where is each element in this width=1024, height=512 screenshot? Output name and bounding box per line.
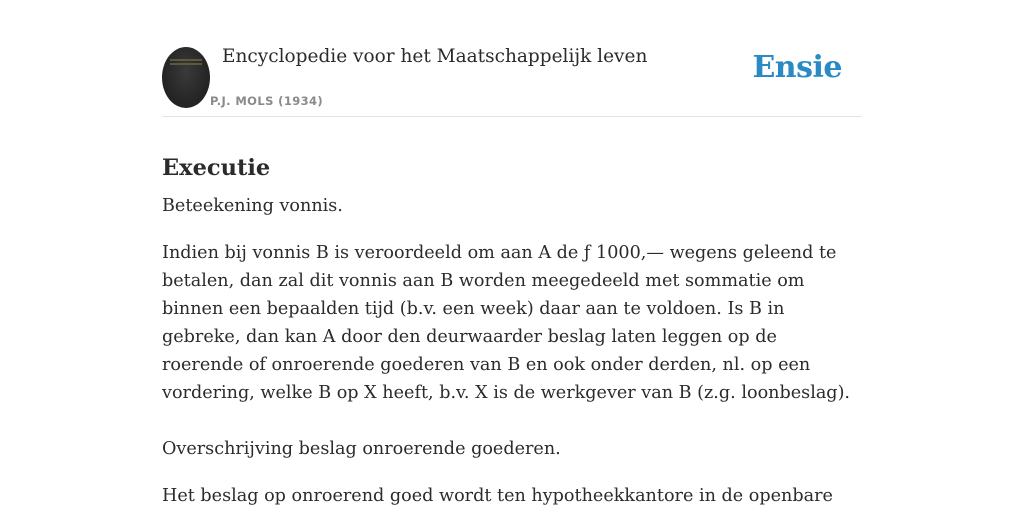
article-subheading: Overschrijving beslag onroerende goederen. bbox=[162, 439, 561, 459]
book-title[interactable]: Encyclopedie voor het Maatschappelijk leven bbox=[222, 46, 648, 67]
entry-article bbox=[162, 192, 862, 512]
page bbox=[162, 0, 862, 512]
article-paragraph: Indien bij vonnis B is veroordeeld om aan A de ƒ 1000,— wegens geleend te betalen, dan zal dit vonnis aan B worden meegedeeld met sommatie om binnen een bepaalden tijd (b.v. een week) daar aan te voldoen. Is B in gebreke, dan kan A door den deurwaarder beslag laten leggen op de roerende of onroerende goederen van B en ook onder derden, nl. op een vordering, welke B op X heeft, b.v. X is de werkgever van B (z.g. loonbeslag). bbox=[162, 243, 851, 403]
book-cover-image[interactable] bbox=[162, 47, 210, 108]
entry-title: Executie bbox=[162, 155, 271, 182]
article-paragraph: Het beslag op onroerend goed wordt ten hypotheekkantore in de openbare bbox=[162, 486, 833, 506]
book-author: P.J. MOLS (1934) bbox=[210, 94, 324, 108]
ensie-logo[interactable]: Ensie bbox=[752, 50, 842, 85]
book-header bbox=[162, 0, 862, 117]
cover-title-lines bbox=[170, 59, 202, 67]
article-subheading: Beteekening vonnis. bbox=[162, 196, 343, 216]
